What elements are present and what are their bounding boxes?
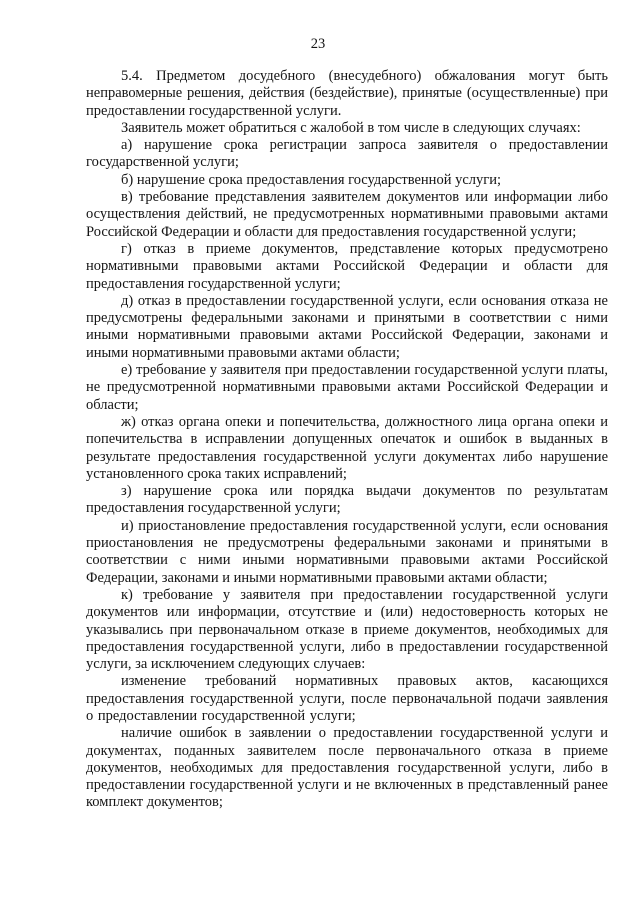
paragraph-exception-1: изменение требований нормативных правовых актов, касающихся предоставления государственной услуги, после первоначальной подачи заявления о предоставлении государственной услуги;	[86, 673, 608, 724]
paragraph-5-4: 5.4. Предметом досудебного (внесудебного) обжалования могут быть неправомерные решения, действия (бездействие), принятые (осуществленные) при предоставлении государственной услуги.	[86, 68, 608, 119]
paragraph-item-d: д) отказ в предоставлении государственной услуги, если основания отказа не предусмотрены федеральными законами и принятыми в соответствии с ними иными нормативными правовыми актами Российской Федерации, законами и иными нормативными правовыми актами области;	[86, 292, 608, 361]
paragraph-item-i: и) приостановление предоставления государственной услуги, если основания приостановления не предусмотрены федеральными законами и принятыми в соответствии с ними иными нормативными правовыми актами Российской Федерации, законами и иными нормативными правовыми актами области;	[86, 517, 608, 586]
paragraph-item-k: к) требование у заявителя при предоставлении государственной услуги документов или информации, отсутствие и (или) недостоверность которых не указывались при первоначальном отказе в приеме документов, необходимых для предоставления государственной услуги, либо в предоставлении государственной услуги, за исключением следующих случаев:	[86, 586, 608, 673]
page-number: 23	[310, 36, 326, 52]
paragraph-item-z: з) нарушение срока или порядка выдачи документов по результатам предоставления государственной услуги;	[86, 483, 608, 517]
paragraph-exception-2: наличие ошибок в заявлении о предоставлении государственной услуги и документах, поданных заявителем после первоначального отказа в приеме документов, необходимых для предоставления государственной услуги, либо в предоставлении государственной услуги и не включенных в представленный ранее комплект документов;	[86, 725, 608, 811]
paragraph-item-g: г) отказ в приеме документов, представление которых предусмотрено нормативными правовыми актами Российской Федерации и области для предоставления государственной услуги;	[86, 240, 608, 292]
paragraph-item-v: в) требование представления заявителем документов или информации либо осуществления действий, не предусмотренных нормативными правовыми актами Российской Федерации и области для предоставления государственной услуги;	[86, 189, 608, 240]
paragraph-item-e: е) требование у заявителя при предоставлении государственной услуги платы, не предусмотренной нормативными правовыми актами Российской Федерации и области;	[86, 362, 608, 413]
paragraph-intro-cases: Заявитель может обратиться с жалобой в том числе в следующих случаях:	[121, 119, 581, 136]
document-body	[86, 68, 608, 812]
paragraph-item-a: а) нарушение срока регистрации запроса заявителя о предоставлении государственной услуги;	[86, 137, 608, 171]
paragraph-item-zh: ж) отказ органа опеки и попечительства, должностного лица органа опеки и попечительства в исправлении допущенных опечаток и ошибок в выданных в результате предоставления государственной услуги документах либо нарушение установленного срока таких исправлений;	[86, 413, 608, 482]
paragraph-item-b: б) нарушение срока предоставления государственной услуги;	[121, 171, 501, 188]
